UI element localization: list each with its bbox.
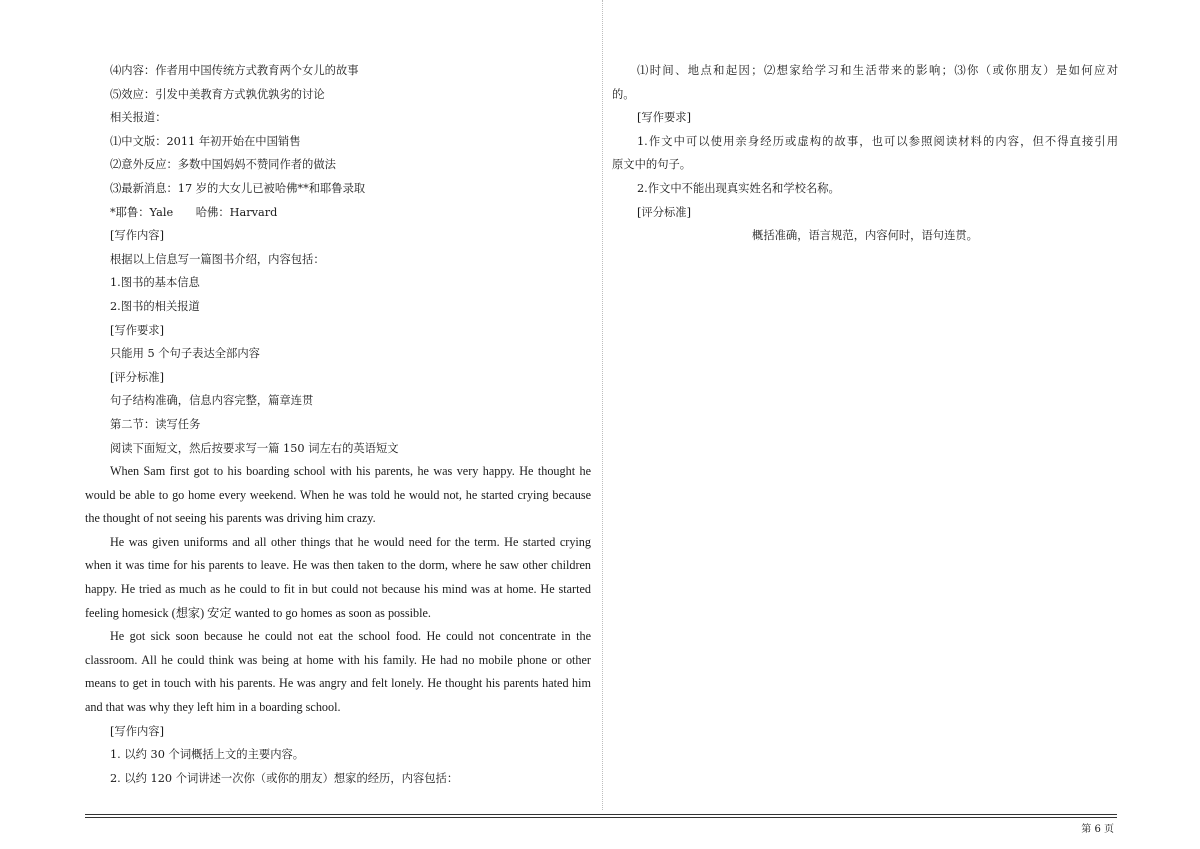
text-line: ⑷内容：作者用中国传统方式教育两个女儿的故事 xyxy=(110,64,359,77)
text-line: happy. He tried as much as he could to fit in but could not because his mind was at home. He started xyxy=(85,582,591,597)
text-line: [评分标准] xyxy=(637,205,692,219)
text-line: 原文中的句子。 xyxy=(612,158,692,172)
page-number: 第 6 页 xyxy=(1081,824,1114,835)
text-line: ⑴时间、地点和起因；⑵想家给学习和生活带来的影响；⑶你（或你朋友）是如何应对 xyxy=(637,64,1118,77)
text-line: 2.图书的相关报道 xyxy=(110,299,200,313)
text-line: 2. 以约 120 个词讲述一次你（或你的朋友）想家的经历，内容包括： xyxy=(110,771,459,785)
text-line: and that was why they left him in a boarding school. xyxy=(85,700,341,715)
text-line: 第二节：读写任务 xyxy=(110,417,201,431)
text-line: ⑵意外反应：多数中国妈妈不赞同作者的做法 xyxy=(110,158,336,172)
text-line: ⑸效应：引发中美教育方式孰优孰劣的讨论 xyxy=(110,87,325,101)
right-column xyxy=(612,59,1118,248)
text-line: 相关报道： xyxy=(110,111,167,125)
text-line: classroom. All he could think was being at home with his family. He had no mobile phone or other xyxy=(85,652,591,667)
text-line: 的。 xyxy=(612,87,635,101)
left-column xyxy=(85,59,591,790)
footer-rule-top xyxy=(85,814,1117,815)
text-line: He was given uniforms and all other things that he would need for the term. He started crying xyxy=(110,534,591,549)
text-line: 阅读下面短文，然后按要求写一篇 150 词左右的英语短文 xyxy=(110,441,399,455)
text-line: feeling homesick (想家) 安定 wanted to go homes as soon as possible. xyxy=(85,605,431,620)
text-line: [评分标准] xyxy=(110,370,165,384)
text-line: the thought of not seeing his parents was driving him crazy. xyxy=(85,511,376,526)
text-line: 句子结构准确，信息内容完整，篇章连贯 xyxy=(110,394,314,408)
footer-rule-bottom xyxy=(85,817,1117,818)
text-line: would be able to go home every weekend. When he was told he would not, he started crying because xyxy=(85,487,591,502)
text-line: He got sick soon because he could not eat the school food. He could not concentrate in the xyxy=(110,629,591,644)
text-line: 1.作文中可以使用亲身经历或虚构的故事，也可以参照阅读材料的内容，但不得直接引用 xyxy=(637,134,1118,148)
text-line: ⑶最新消息：17 岁的大女儿已被哈佛**和耶鲁录取 xyxy=(110,181,366,195)
text-line: [写作内容] xyxy=(110,724,165,738)
text-line: [写作要求] xyxy=(110,323,165,337)
text-line: When Sam first got to his boarding school with his parents, he was very happy. He thought he xyxy=(110,464,591,479)
text-line: 1.图书的基本信息 xyxy=(110,276,200,290)
text-line: [写作内容] xyxy=(110,229,165,243)
text-line: 根据以上信息写一篇图书介绍，内容包括： xyxy=(110,252,325,266)
text-line: 只能用 5 个句子表达全部内容 xyxy=(110,347,260,361)
text-line: 2.作文中不能出现真实姓名和学校名称。 xyxy=(637,181,840,195)
text-line: 概括准确，语言规范，内容何时，语句连贯。 xyxy=(752,229,978,243)
text-line: ⑴中文版：2011 年初开始在中国销售 xyxy=(110,134,301,148)
column-divider xyxy=(602,0,603,810)
text-line: means to get in touch with his parents. He was angry and felt lonely. He thought his parents hated him xyxy=(85,676,591,691)
text-line: *耶鲁：Yale 哈佛：Harvard xyxy=(110,205,278,219)
text-line: 1. 以约 30 个词概括上文的主要内容。 xyxy=(110,748,305,762)
text-line: when it was time for his parents to leave. He was then taken to the dorm, where he saw other children xyxy=(85,558,591,573)
text-line: [写作要求] xyxy=(637,111,692,125)
